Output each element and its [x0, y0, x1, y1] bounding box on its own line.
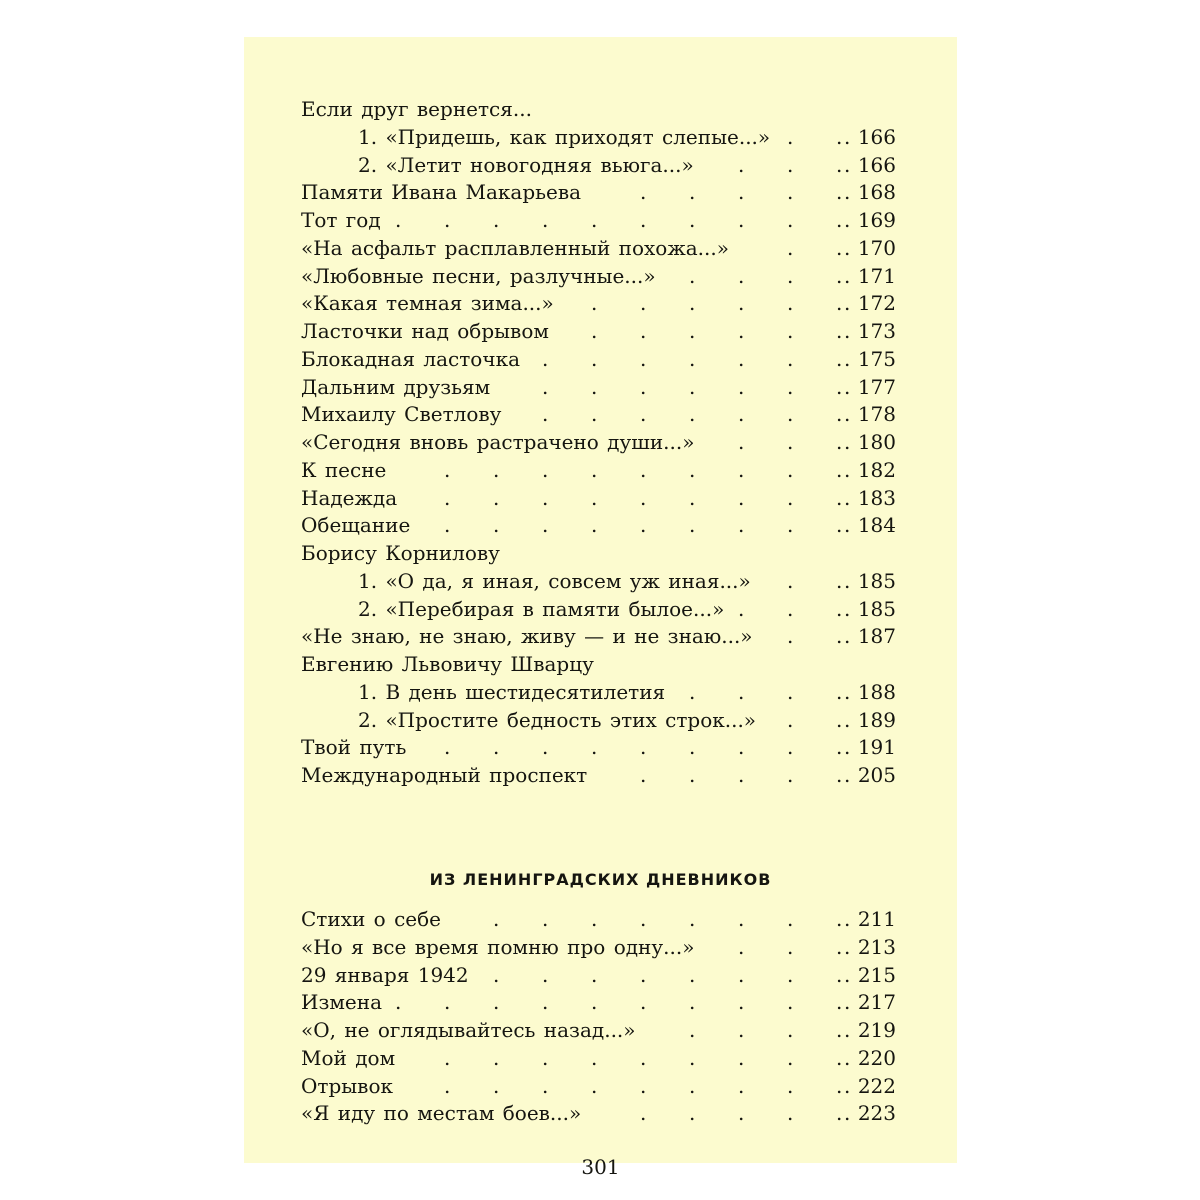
toc-entry-page: 183: [857, 485, 896, 510]
toc-entry-title: 1. «О да, я иная, совсем уж иная...»: [358, 568, 751, 593]
toc-entry: [244, 95, 957, 123]
toc-entry: [244, 178, 957, 206]
leader-dots: . . . . . . . .: [542, 374, 851, 399]
toc-entry: [244, 595, 957, 623]
toc-entry-title: Евгению Львовичу Шварцу: [301, 652, 594, 676]
leader-dots: . . . . . . . . . .: [444, 1045, 851, 1070]
toc-entry: [244, 234, 957, 262]
toc-entry: [244, 511, 957, 539]
toc-entry: [244, 484, 957, 512]
leader-dots: . . . . .: [689, 1018, 851, 1042]
toc-entry-page: 211: [857, 907, 896, 931]
toc-entry: [244, 123, 957, 151]
toc-entry: [244, 345, 957, 373]
book-page: [244, 37, 957, 1179]
toc-entry: [244, 206, 957, 234]
toc-entry-page: 168: [857, 180, 896, 205]
toc-entry: [244, 1099, 957, 1127]
toc-entry-title: Борису Корнилову: [301, 541, 500, 565]
leader-dots: . . . .: [738, 596, 851, 621]
toc-entry: [244, 761, 957, 789]
toc-entry: [244, 373, 957, 401]
toc-entry-page: 166: [857, 152, 896, 177]
toc-entry-title: Обещание: [301, 513, 411, 538]
toc-entry-page: 184: [857, 513, 896, 538]
toc-entry-page: 177: [857, 374, 896, 399]
toc-entry: [244, 905, 957, 933]
toc-entry: [244, 1016, 957, 1044]
toc-entry-page: 175: [857, 346, 896, 371]
toc-entry-title: «На асфальт расплавленный похожа...»: [301, 235, 729, 260]
toc-entry-title: «Я иду по местам боев...»: [301, 1101, 582, 1126]
toc-entry-page: 220: [857, 1045, 896, 1070]
toc-entry: [244, 961, 957, 989]
toc-entry-page: 170: [857, 235, 896, 260]
toc-entry: [244, 706, 957, 734]
leader-dots: . . . . . . . .: [542, 346, 851, 371]
toc-entry-page: 169: [857, 208, 896, 232]
leader-dots: . . . . . . . . . .: [444, 485, 851, 510]
toc-entry-page: 217: [857, 990, 896, 1015]
toc-entry: [244, 733, 957, 761]
toc-entry: [244, 567, 957, 595]
toc-entry: [244, 933, 957, 961]
toc-entry-title: 2. «Простите бедность этих строк...»: [358, 707, 757, 732]
leader-dots: . . .: [787, 624, 851, 649]
toc-entry: [244, 988, 957, 1016]
toc-entry-title: Памяти Ивана Макарьева: [301, 180, 582, 205]
toc-entry: [244, 539, 957, 567]
toc-entry-page: 185: [857, 596, 896, 621]
toc-entry-page: 205: [857, 763, 896, 787]
toc-entry-title: 29 января 1942: [301, 962, 469, 987]
toc-entry: [244, 650, 957, 678]
toc-entry: [244, 1044, 957, 1072]
leader-dots: . . . . . . . . . . .: [395, 208, 851, 232]
toc-entry-page: 215: [857, 962, 896, 987]
toc-entry-title: 2. «Перебирая в памяти былое...»: [358, 596, 725, 621]
toc-entry-title: Отрывок: [301, 1073, 393, 1098]
leader-dots: . . .: [787, 707, 851, 732]
toc-entry-title: Ласточки над обрывом: [301, 319, 549, 343]
leader-dots: . . . . . . . . . . .: [395, 990, 851, 1015]
leader-dots: . . . . . .: [640, 1101, 851, 1126]
leader-dots: . . . .: [738, 934, 851, 959]
toc-entry-title: «Но я все время помню про одну...»: [301, 934, 695, 959]
toc-entry: [244, 678, 957, 706]
toc-entry-page: 178: [857, 402, 896, 427]
page-number: 301: [581, 1155, 620, 1179]
toc-entry-title: Измена: [301, 990, 382, 1015]
toc-entry: [244, 151, 957, 179]
leader-dots: . . . . . . . . .: [493, 907, 851, 931]
toc-entry: [244, 1072, 957, 1100]
toc-entry: [244, 428, 957, 456]
toc-entry-page: 166: [857, 124, 896, 149]
toc-entry-title: 1. В день шестидесятилетия: [358, 679, 666, 704]
toc-entry: [244, 456, 957, 484]
toc-entry-title: Мой дом: [301, 1045, 396, 1070]
toc-entry-title: «Сегодня вновь растрачено души...»: [301, 430, 695, 454]
leader-dots: . . . . . . . . . .: [444, 513, 851, 538]
toc-entry-page: 182: [857, 457, 896, 482]
toc-entry-page: 173: [857, 319, 896, 343]
leader-dots: . . . .: [738, 430, 851, 454]
leader-dots: . . . . . . . . . .: [444, 457, 851, 482]
leader-dots: . . . . . . . . . .: [444, 735, 851, 760]
toc-entry-page: 180: [857, 430, 896, 454]
toc-entry-page: 188: [857, 679, 896, 704]
toc-entry: [244, 317, 957, 345]
toc-entry-title: Дальним друзьям: [301, 374, 491, 399]
toc-entry-title: 1. «Придешь, как приходят слепые...»: [358, 124, 771, 149]
leader-dots: . . . . . . .: [591, 319, 851, 343]
leader-dots: . . . . . . . . .: [493, 962, 851, 987]
toc-entry-title: 2. «Летит новогодняя вьюга...»: [358, 152, 694, 177]
toc-entry: [244, 622, 957, 650]
toc-entry-title: «Не знаю, не знаю, живу — и не знаю...»: [301, 624, 753, 649]
toc-entry: [244, 289, 957, 317]
toc-entry-title: «Любовные песни, разлучные...»: [301, 263, 656, 288]
toc-entry-title: Если друг вернется...: [301, 97, 532, 121]
toc-entry-page: 213: [857, 934, 896, 959]
toc-entry-title: «Какая темная зима...»: [301, 291, 554, 316]
toc-entry-page: 171: [857, 263, 896, 288]
leader-dots: . . . . . .: [640, 763, 851, 787]
toc-entry-page: 191: [857, 735, 896, 760]
toc-entry-title: К песне: [301, 457, 387, 482]
toc-entry-page: 223: [857, 1101, 896, 1126]
toc-entry: [244, 400, 957, 428]
leader-dots: . . . . . . . .: [542, 402, 851, 427]
toc-entry-page: 172: [857, 291, 896, 316]
leader-dots: . . . . . . .: [591, 291, 851, 316]
toc-entry-page: 187: [857, 624, 896, 649]
leader-dots: . . .: [787, 235, 851, 260]
toc-entry-title: Михаилу Светлову: [301, 402, 502, 427]
table-of-contents: [244, 37, 957, 1163]
toc-entry: [244, 262, 957, 290]
toc-entry-page: 189: [857, 707, 896, 732]
leader-dots: . . . . . .: [640, 180, 851, 205]
toc-entry-title: Блокадная ласточка: [301, 346, 520, 371]
leader-dots: . . . . . . . . . .: [444, 1073, 851, 1098]
toc-entry-page: 222: [857, 1073, 896, 1098]
leader-dots: . . . . .: [689, 679, 851, 704]
toc-entry-title: «О, не оглядывайтесь назад...»: [301, 1018, 636, 1042]
toc-entry-title: Стихи о себе: [301, 907, 441, 931]
toc-entry-title: Надежда: [301, 485, 398, 510]
leader-dots: . . . . .: [689, 263, 851, 288]
leader-dots: . . . .: [738, 152, 851, 177]
toc-entry-page: 219: [857, 1018, 896, 1042]
toc-entry-title: Тот год: [301, 208, 381, 232]
section-heading: ИЗ ЛЕНИНГРАДСКИХ ДНЕВНИКОВ: [429, 870, 772, 889]
toc-entry-title: Твой путь: [301, 735, 407, 760]
leader-dots: . . .: [787, 568, 851, 593]
toc-entry-title: Международный проспект: [301, 763, 588, 787]
toc-entry-page: 185: [857, 568, 896, 593]
leader-dots: . . .: [787, 124, 851, 149]
